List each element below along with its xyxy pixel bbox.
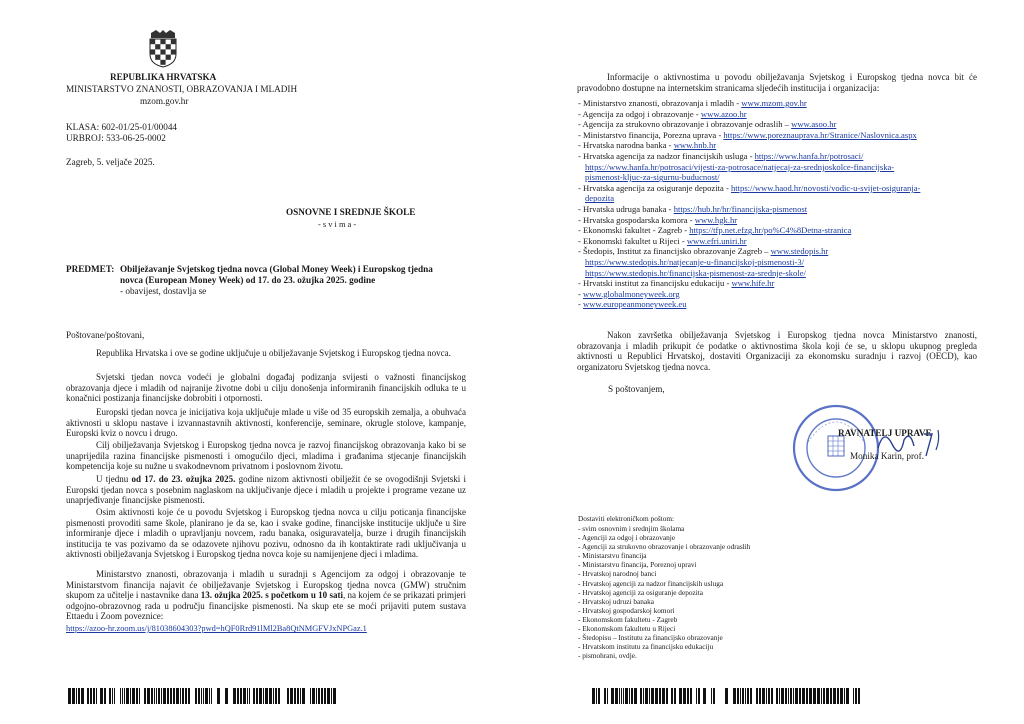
- institution-item: - Agencija za strukovno obrazovanje i obrazovanje odraslih – www.asoo.hr: [578, 119, 837, 130]
- delivery-item: - Hrvatskoj udruzi banaka: [578, 596, 654, 606]
- delivery-recipient: Hrvatskom institutu za financijsku edukaciju: [582, 642, 714, 652]
- institution-link[interactable]: www.mzom.gov.hr: [741, 98, 807, 108]
- delivery-item: - Ekonomskom fakultetu u Rijeci: [578, 624, 676, 634]
- paragraph-7: [66, 569, 466, 622]
- institution-link[interactable]: www.efri.uniri.hr: [686, 235, 747, 246]
- institution-link[interactable]: www.hgk.hr: [694, 214, 738, 225]
- delivery-item: - Hrvatskoj narodnoj banci: [578, 569, 657, 579]
- institution-item: - Agencija za odgoj i obrazovanje - www.azoo.hr: [578, 108, 747, 119]
- signatory-name: Monika Karin, prof.: [850, 451, 924, 461]
- delivery-item: - Ministarstvu financija: [578, 551, 647, 561]
- delivery-item: - Hrvatskoj agenciji za nadzor financijskih usluga: [578, 578, 724, 588]
- institution-link[interactable]: www.asoo.hr: [791, 119, 837, 130]
- institution-item: - www.globalmoneyweek.org: [578, 288, 680, 299]
- institution-link[interactable]: www.globalmoneyweek.org: [583, 288, 680, 299]
- barcode-left: [68, 688, 337, 704]
- delivery-item: - svim osnovnim i srednjim školama: [578, 524, 685, 533]
- institution-name: Hrvatska agencija za nadzor financijskih usluga -: [583, 150, 755, 161]
- delivery-recipient: Hrvatskoj agenciji za nadzor financijskih usluga: [582, 578, 724, 588]
- delivered-label: Dostaviti elektroničkom poštom:: [578, 514, 675, 523]
- delivery-recipient: Štedopisu – Institutu za financijsko obrazovanje: [582, 633, 723, 643]
- institution-name: Štedopis, Institut za financijsko obrazovanje Zagreb –: [583, 246, 771, 257]
- delivery-recipient: Hrvatskoj narodnoj banci: [582, 569, 657, 579]
- urbroj: URBROJ: 533-06-25-0002: [66, 133, 166, 143]
- institution-name: Hrvatski institut za financijsku edukaciju -: [583, 278, 732, 289]
- institution-link-continued[interactable]: https://www.hanfa.hr/potrosaci/vijesti-za-potrosace/natjecaj-za-srednjoskolce-financijska-: [585, 161, 895, 172]
- zoom-link[interactable]: https://azoo-hr.zoom.us/j/81038604303?pwd=hQF0Rrd91lMl2Ba8QtNMGFVJxNPGaz.1: [66, 624, 367, 633]
- recipient-title: OSNOVNE I SREDNJE ŠKOLE: [286, 207, 416, 217]
- institution-item: - Hrvatska udruga banaka - https://hub.hr/hr/financijska-pismenost: [578, 203, 808, 214]
- institution-item: - Hrvatska agencija za nadzor financijskih usluga - https://www.hanfa.hr/potrosaci/ https://www.hanfa.hr/potrosaci/vijesti-za-potrosace/natjecaj-za-srednjoskolce-financijska- pismenost-kljuc-za-sigurnu-buducnost/: [578, 151, 920, 183]
- institution-link[interactable]: https://hub.hr/hr/financijska-pismenost: [673, 203, 808, 214]
- official-stamp-icon: [790, 402, 882, 494]
- institution-link-continued[interactable]: depozita: [585, 193, 615, 204]
- delivery-item: - Agenciji za strukovno obrazovanje i obrazovanje odraslih: [578, 542, 751, 552]
- subject-line-3: - obavijest, dostavlja se: [120, 286, 207, 296]
- paragraph-1: Republika Hrvatska i ove se godine uključuje u obilježavanje Svjetskog i Europskog tjedna novca.: [96, 348, 451, 358]
- recipient-sub: - s v i m a -: [318, 220, 357, 229]
- delivery-recipient: Ministarstvu financija: [582, 551, 647, 561]
- republic-name: REPUBLIKA HRVATSKA: [110, 72, 217, 82]
- delivery-item: - Ekonomskom fakultetu - Zagreb: [578, 614, 678, 624]
- institution-item: - www.europeanmoneyweek.eu: [578, 299, 687, 310]
- institution-link[interactable]: www.hife.hr: [731, 278, 775, 289]
- institution-name: Hrvatska udruga banaka -: [583, 203, 674, 214]
- institution-name: Ekonomski fakultet - Zagreb -: [583, 225, 690, 236]
- institution-item: - Hrvatska narodna banka - www.hnb.hr: [578, 140, 717, 151]
- institution-name: Agencija za odgoj i obrazovanje -: [582, 108, 701, 119]
- delivery-item: - Agenciji za odgoj i obrazovanje: [578, 533, 676, 543]
- institution-name: Ministarstvo znanosti, obrazovanja i mladih -: [583, 98, 742, 108]
- institution-name: Ministarstvo financija, Porezna uprava -: [583, 129, 724, 140]
- p5-post: godine nizom aktivnosti obilježit će se ovogodišnji Svjetski i Europski tjedan novca s posebnim naglaskom na uključivanje djece i mladih u projekte i programe vezane uz unaprjeđivanje financijske pismenosti.: [66, 474, 466, 506]
- institution-link[interactable]: www.stedopis.hr: [770, 246, 829, 257]
- delivery-recipient: Agenciji za odgoj i obrazovanje: [581, 533, 676, 543]
- delivery-item: - Ministarstvu financija, Poreznoj upravi: [578, 560, 697, 570]
- letter-page-2: [512, 0, 1024, 724]
- delivery-item: - Hrvatskoj agenciji za osiguranje depozita: [578, 587, 704, 597]
- institution-link[interactable]: www.europeanmoneyweek.eu: [583, 299, 687, 310]
- delivery-recipient: Hrvatskoj gospodarskoj komori: [582, 605, 675, 615]
- institution-link-continued[interactable]: https://www.stedopis.hr/financijska-pismenost-za-srednje-skole/: [585, 267, 806, 278]
- paragraph-5: [66, 474, 466, 506]
- coat-of-arms-icon: [148, 30, 178, 68]
- paragraph-6: Osim aktivnosti koje će u povodu Svjetskog i Europskog tjedna novca u cilju poticanja financijske pismenosti provoditi same škole, planirano je da se, kao i svake godine, financijske institucije uključe u šire informiranje djece i mladih o upravljanju novcem, radu banaka, osiguravatelja, burze i drugih financijskih institucija te vas pozivamo da se odazovete njihovu pozivu, odnosno da ih kontaktirate radi uključivanja u aktivnosti obilježavanja Svjetskog i Europskog tjedna novca koje su namijenjene djeci i mladima.: [66, 507, 466, 560]
- subject-line-1: Obilježavanje Svjetskog tjedna novca (Global Money Week) i Europskog tjedna: [120, 264, 433, 274]
- delivery-item: - Štedopisu – Institutu za financijsko obrazovanje: [578, 633, 723, 643]
- barcode-right: [588, 688, 861, 704]
- institutions-list: [578, 98, 920, 310]
- institution-link[interactable]: www.hnb.hr: [673, 140, 717, 151]
- klasa: KLASA: 602-01/25-01/00044: [66, 122, 178, 132]
- institution-item: - Štedopis, Institut za financijsko obrazovanje Zagreb – www.stedopis.hr https://www.stedopis.hr/natjecanje-u-financijskoj-pismenosti-3/ https://www.stedopis.hr/financijska-pismenost-za-srednje-skole/: [578, 246, 920, 278]
- delivery-item: - Hrvatskom institutu za financijsku edukaciju: [578, 642, 714, 652]
- institution-link-continued[interactable]: https://www.stedopis.hr/natjecanje-u-financijskoj-pismenosti-3/: [585, 256, 805, 267]
- institution-item: - Ekonomski fakultet u Rijeci - www.efri.uniri.hr: [578, 235, 747, 246]
- institution-name: Hrvatska narodna banka -: [583, 140, 674, 151]
- institution-link[interactable]: https://www.hanfa.hr/potrosaci/: [754, 150, 864, 161]
- institution-item: - Ministarstvo znanosti, obrazovanja i mladih - www.mzom.gov.hr: [578, 98, 807, 108]
- p5-pre: U tjednu: [96, 474, 132, 484]
- regards: S poštovanjem,: [608, 384, 665, 394]
- delivery-recipient: Ekonomskom fakultetu - Zagreb: [582, 614, 678, 624]
- paragraph-3: Europski tjedan novca je inicijativa koja uključuje mlade u više od 35 europskih zemalja, a obuhvaća aktivnosti u sklopu nastave i izvannastavnih aktivnosti, konferencije, seminare, okrugle stolove, kampanje, Europski kviz o novcu i drugo.: [66, 407, 466, 439]
- institution-link[interactable]: https://www.poreznauprava.hr/Stranice/Naslovnica.aspx: [723, 129, 917, 140]
- paragraph-2: Svjetski tjedan novca vodeći je globalni događaj podizanja svijesti o važnosti financijskog obrazovanja djece i mladih od najranije životne dobi u cilju donošenja informiranih financijskih odluka te u konačnici postizanja financijske dobrobiti i otpornosti.: [66, 372, 466, 404]
- institution-name: Hrvatska gospodarska komora -: [583, 214, 695, 225]
- institution-name: Agencija za strukovno obrazovanje i obrazovanje odraslih –: [582, 119, 792, 130]
- delivery-recipient: pismohrani, ovdje.: [582, 651, 637, 661]
- delivery-recipient: svim osnovnim i srednjim školama: [582, 524, 685, 533]
- delivery-item: - Hrvatskoj gospodarskoj komori: [578, 605, 675, 615]
- delivery-recipient: Hrvatskoj udruzi banaka: [582, 596, 654, 606]
- paragraph-4: Cilj obilježavanja Svjetskog i Europskog tjedna novca je razvoj financijskog obrazovanja kako bi se unaprijedila razina financijske pismenosti i omogućilo djeci, mladima i građanima stjecanje financijskih kompetencija koje su nužne u svakodnevnom privatnom i poslovnom životu.: [66, 440, 466, 472]
- institution-name: Hrvatska agencija za osiguranje depozita -: [583, 182, 731, 193]
- intro-paragraph: Informacije o aktivnostima u povodu obilježavanja Svjetskog i Europskog tjedna novca bit će pravodobno dostupne na internetskim stranicama sljedećih institucija i organizacija:: [577, 72, 977, 93]
- institution-link[interactable]: https://tfp.net.efzg.hr/po%C4%8Detna-stranica: [689, 225, 852, 236]
- p7-bold: 13. ožujka 2025. s početkom u 10 sati: [200, 590, 343, 601]
- institution-item: - Hrvatska agencija za osiguranje depozita - https://www.haod.hr/novosti/vodic-u-svijet-osiguranja- depozita: [578, 182, 921, 204]
- delivery-item: - pismohrani, ovdje.: [578, 651, 637, 661]
- institution-link[interactable]: https://www.haod.hr/novosti/vodic-u-svijet-osiguranja-: [730, 182, 921, 193]
- delivery-recipient: Ministarstvu financija, Poreznoj upravi: [582, 560, 697, 570]
- ministry-website: mzom.gov.hr: [140, 96, 189, 106]
- ministry-name: MINISTARSTVO ZNANOSTI, OBRAZOVANJA I MLADIH: [66, 84, 298, 94]
- institution-name: Ekonomski fakultet u Rijeci -: [583, 235, 687, 246]
- subject-line-2: novca (European Money Week) od 17. do 23. ožujka 2025. godine: [120, 275, 376, 285]
- place-date: Zagreb, 5. veljače 2025.: [66, 157, 155, 167]
- delivery-recipient: Ekonomskom fakultetu u Rijeci: [582, 624, 676, 634]
- institution-item: - Ekonomski fakultet - Zagreb - https://tfp.net.efzg.hr/po%C4%8Detna-stranica: [578, 225, 852, 236]
- closing-paragraph: Nakon završetka obilježavanja Svjetskog i Europskog tjedna novca Ministarstvo znanosti, obrazovanja i mladih prikupit će podatke o aktivnostima škola koji će se, u sklopu ukupnog pregleda aktivnosti u Republici Hrvatskoj, dostaviti Organizaciji za ekonomsku suradnju i razvoj (OECD), kao organizatoru Svjetskog tjedna novca.: [577, 330, 977, 372]
- delivery-list: [578, 524, 750, 660]
- p7-post: , na kojem će se prikazati primjeri odgojno-obrazovnog rada u području financijske pismenosti. Na skup ete se moći prijaviti putem sustava Ettaedu i Zoom poveznice:: [66, 590, 466, 622]
- p5-bold: od 17. do 23. ožujka 2025.: [131, 474, 236, 484]
- greeting: Poštovane/poštovani,: [66, 330, 145, 340]
- subject-label: PREDMET:: [66, 264, 115, 274]
- institution-link-continued[interactable]: pismenost-kljuc-za-sigurnu-buducnost/: [585, 172, 720, 183]
- institution-link[interactable]: www.azoo.hr: [700, 108, 747, 119]
- institution-item: - Hrvatski institut za financijsku edukaciju - www.hife.hr: [578, 278, 775, 289]
- institution-item: - Ministarstvo financija, Porezna uprava - https://www.poreznauprava.hr/Stranice/Naslovnica.aspx: [578, 129, 917, 140]
- handwritten-signature-icon: [874, 420, 954, 460]
- signatory-title: RAVNATELJ UPRAVE: [838, 428, 932, 438]
- delivery-recipient: Agenciji za strukovno obrazovanje i obrazovanje odraslih: [581, 542, 751, 552]
- p7-pre: Ministarstvo znanosti, obrazovanja i mladih u suradnji s Agencijom za odgoj i obrazovanje te Ministarstvom financija najavit će obilježavanje Svjetskog i Europskog tjedna novca (GMW) stručnim skupom za učitelje i nastavnike dana: [66, 569, 466, 601]
- institution-item: - Hrvatska gospodarska komora - www.hgk.hr: [578, 214, 738, 225]
- delivery-recipient: Hrvatskoj agenciji za osiguranje depozita: [582, 587, 704, 597]
